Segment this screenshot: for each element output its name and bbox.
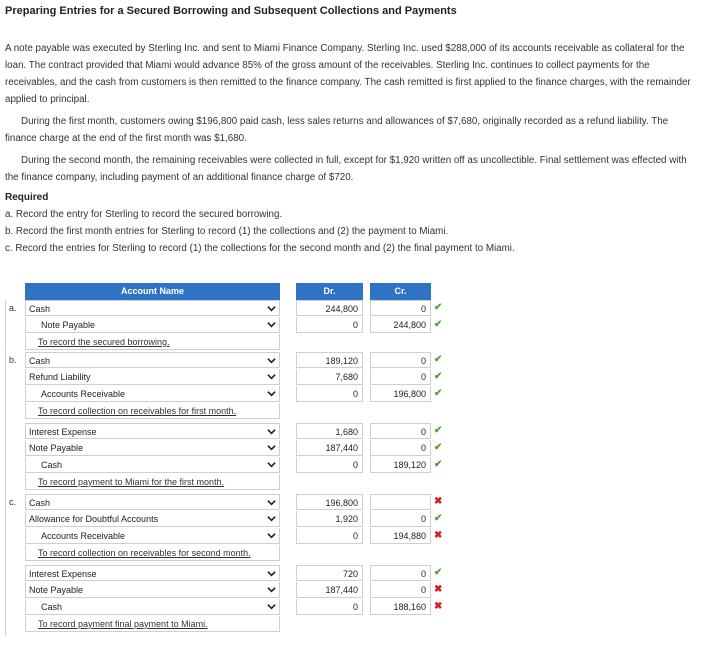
required-c: c. Record the entries for Sterling to record (1) the collections for the second month and (2) the final payment to Miami.: [5, 243, 515, 254]
chevron-down-icon: [267, 569, 276, 578]
debit-input[interactable]: 1,920: [296, 511, 363, 527]
table-row: [25, 423, 445, 440]
check-icon: ✔: [434, 319, 443, 330]
memo-row: [25, 474, 445, 491]
chevron-down-icon: [267, 389, 276, 398]
credit-input[interactable]: 196,800: [370, 386, 431, 402]
debit-input[interactable]: 196,800: [296, 494, 363, 510]
memo-row: [25, 334, 445, 351]
account-select[interactable]: [25, 352, 280, 368]
table-row: [25, 352, 445, 369]
account-value: Note Payable: [41, 320, 96, 330]
table-row: [25, 494, 445, 511]
problem-paragraph-2-text: During the first month, customers owing $196,800 paid cash, less sales returns and allowances of $7,680, originally recorded as a refund liability. The finance charge at the end of the first month was $1,680.: [5, 116, 669, 144]
credit-input[interactable]: 0: [370, 369, 431, 385]
account-select[interactable]: [25, 369, 280, 385]
section-border-a: [5, 300, 6, 351]
section-label-a: a.: [9, 303, 17, 313]
chevron-down-icon: [267, 372, 276, 381]
chevron-down-icon: [267, 585, 276, 594]
section-label-c: c.: [9, 497, 17, 507]
check-icon: ✔: [434, 442, 443, 453]
account-select[interactable]: [25, 582, 280, 598]
problem-paragraph-2: [5, 113, 700, 147]
credit-input[interactable]: 194,880: [370, 528, 431, 544]
account-value: Note Payable: [29, 585, 84, 595]
memo-cell: [25, 616, 280, 632]
account-select[interactable]: [25, 300, 280, 316]
credit-input[interactable]: 0: [370, 440, 431, 456]
memo-row: [25, 616, 445, 633]
credit-input[interactable]: 0: [370, 582, 431, 598]
check-icon: ✔: [434, 425, 443, 436]
account-select[interactable]: [25, 511, 280, 527]
debit-input[interactable]: 0: [296, 386, 363, 402]
cross-icon: ✖: [434, 584, 443, 595]
required-heading: Required: [5, 192, 49, 203]
account-select[interactable]: [25, 528, 280, 544]
page-title: Preparing Entries for a Secured Borrowing and Subsequent Collections and Payments: [5, 5, 457, 17]
chevron-down-icon: [267, 498, 276, 507]
check-icon: ✔: [434, 354, 443, 365]
chevron-down-icon: [267, 320, 276, 329]
chevron-down-icon: [267, 427, 276, 436]
chevron-down-icon: [267, 514, 276, 523]
table-row: [25, 369, 445, 386]
credit-input[interactable]: 189,120: [370, 457, 431, 473]
account-value: Note Payable: [29, 443, 84, 453]
problem-paragraph-3: [5, 152, 700, 186]
chevron-down-icon: [267, 304, 276, 313]
memo-text: To record the secured borrowing.: [38, 337, 170, 347]
account-value: Allowance for Doubtful Accounts: [29, 514, 159, 524]
debit-input[interactable]: 1,680: [296, 423, 363, 439]
chevron-down-icon: [267, 460, 276, 469]
account-value: Interest Expense: [29, 569, 97, 579]
memo-cell: [25, 403, 280, 419]
account-select[interactable]: [25, 565, 280, 581]
account-value: Accounts Receivable: [41, 389, 126, 399]
check-icon: ✔: [434, 459, 443, 470]
memo-row: [25, 545, 445, 562]
debit-input[interactable]: 187,440: [296, 582, 363, 598]
debit-input[interactable]: 720: [296, 565, 363, 581]
problem-paragraph-3-text: During the second month, the remaining receivables were collected in full, except for $1,920 written off as uncollectible. Final settlement was effected with the finance company, including payment of an additional finance charge of $720.: [5, 155, 687, 183]
credit-header: Cr.: [370, 283, 431, 300]
cross-icon: ✖: [434, 496, 443, 507]
check-icon: ✔: [434, 388, 443, 399]
debit-input[interactable]: 189,120: [296, 352, 363, 368]
table-row: [25, 386, 445, 403]
debit-input[interactable]: 0: [296, 528, 363, 544]
credit-input[interactable]: 0: [370, 423, 431, 439]
table-row: [25, 511, 445, 528]
memo-text: To record payment final payment to Miami.: [38, 619, 208, 629]
memo-cell: [25, 474, 280, 490]
account-select[interactable]: [25, 317, 280, 333]
check-icon: ✔: [434, 567, 443, 578]
account-value: Refund Liability: [29, 372, 91, 382]
memo-cell: [25, 334, 280, 350]
debit-input[interactable]: 0: [296, 457, 363, 473]
account-select[interactable]: [25, 599, 280, 615]
account-select[interactable]: [25, 423, 280, 439]
cross-icon: ✖: [434, 601, 443, 612]
problem-paragraph-1: A note payable was executed by Sterling Inc. and sent to Miami Finance Company. Sterling Inc. used $288,000 of its accounts receivable as collateral for the loan. The contract provided that Miami would advance 85% of the gross amount of the receivables. Sterling Inc. continues to collect payments for the receivables, and the cash from customers is then remitted to the finance company. The cash remitted is first applied to the finance charges, with the remainder applied to principal.: [5, 43, 691, 105]
account-value: Cash: [29, 304, 51, 314]
account-select[interactable]: [25, 440, 280, 456]
debit-header: Dr.: [296, 283, 363, 300]
credit-input[interactable]: 0: [370, 300, 431, 316]
table-row: [25, 565, 445, 582]
debit-input[interactable]: 7,680: [296, 369, 363, 385]
debit-input[interactable]: 244,800: [296, 300, 363, 316]
debit-input[interactable]: 187,440: [296, 440, 363, 456]
required-a: a. Record the entry for Sterling to record the secured borrowing.: [5, 209, 283, 220]
check-icon: ✔: [434, 371, 443, 382]
account-value: Accounts Receivable: [41, 531, 126, 541]
account-name-header: Account Name: [25, 283, 280, 300]
account-select[interactable]: [25, 494, 280, 510]
table-row: [25, 317, 445, 334]
memo-row: [25, 403, 445, 420]
account-value: Cash: [29, 498, 51, 508]
credit-input[interactable]: 0: [370, 352, 431, 368]
section-border-c: [5, 494, 6, 636]
section-label-b: b.: [9, 355, 17, 365]
chevron-down-icon: [267, 356, 276, 365]
account-select[interactable]: [25, 457, 280, 473]
memo-text: To record payment to Miami for the first month.: [38, 477, 225, 487]
chevron-down-icon: [267, 443, 276, 452]
debit-input[interactable]: 0: [296, 317, 363, 333]
table-row: [25, 457, 445, 474]
table-row: [25, 599, 445, 616]
table-row: [25, 300, 445, 317]
chevron-down-icon: [267, 602, 276, 611]
credit-input[interactable]: 0: [370, 511, 431, 527]
check-icon: ✔: [434, 302, 443, 313]
table-row: [25, 440, 445, 457]
memo-text: To record collection on receivables for first month.: [38, 406, 237, 416]
account-value: Cash: [41, 602, 63, 612]
credit-input[interactable]: [370, 494, 431, 510]
chevron-down-icon: [267, 531, 276, 540]
account-select[interactable]: [25, 386, 280, 402]
cross-icon: ✖: [434, 530, 443, 541]
section-border-b: [5, 352, 6, 494]
account-value: Cash: [41, 460, 63, 470]
account-value: Interest Expense: [29, 427, 97, 437]
credit-input[interactable]: 188,160: [370, 599, 431, 615]
credit-input[interactable]: 0: [370, 565, 431, 581]
required-b: b. Record the first month entries for Sterling to record (1) the collections and (2) the payment to Miami.: [5, 226, 449, 237]
memo-text: To record collection on receivables for second month.: [38, 548, 251, 558]
check-icon: ✔: [434, 513, 443, 524]
table-row: [25, 528, 445, 545]
table-row: [25, 582, 445, 599]
debit-input[interactable]: 0: [296, 599, 363, 615]
memo-cell: [25, 545, 280, 561]
credit-input[interactable]: 244,800: [370, 317, 431, 333]
account-value: Cash: [29, 356, 51, 366]
